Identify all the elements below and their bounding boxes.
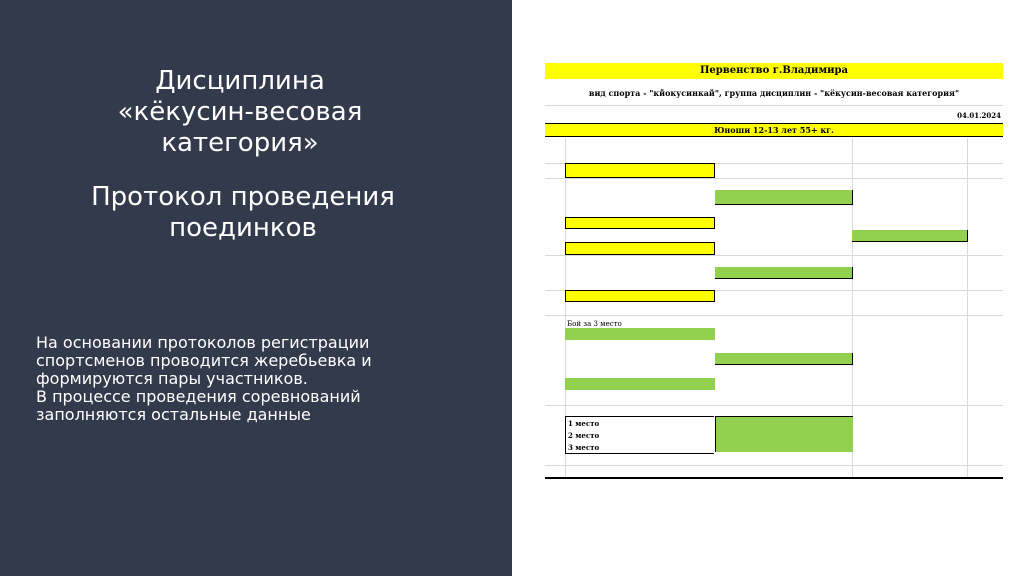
subtitle-line: поединков — [169, 213, 317, 243]
title-line: Дисциплина — [155, 66, 325, 96]
bracket-winner-slot — [715, 190, 853, 205]
title-line: категория» — [161, 128, 319, 158]
sport-line: вид спорта - "кйокусинкай", группа дисциплин - "кёкусин-весовая категория" — [588, 88, 960, 98]
grid-line — [967, 138, 968, 478]
protocol-date: 04.01.2024 — [957, 111, 1001, 120]
places-result-cells — [715, 416, 853, 452]
group-header: Юноши 12-13 лет 55+ кг. — [545, 123, 1003, 137]
body-line: спортсменов проводится жеребьевка и — [36, 351, 372, 370]
body-line: формируются пары участников. — [36, 369, 308, 388]
competition-header: Первенство г.Владимира — [545, 63, 1003, 79]
grid-line — [545, 405, 1003, 406]
bracket-slot — [565, 290, 715, 302]
slide-subtitle — [60, 182, 426, 244]
title-line: «кёкусин-весовая — [117, 97, 363, 127]
grid-line — [545, 178, 1003, 179]
grid-line — [545, 315, 1003, 316]
place-label: 1 место — [568, 419, 600, 428]
bracket-protocol-image — [545, 60, 1003, 482]
subtitle-line: Протокол проведения — [91, 182, 395, 212]
body-line: заполняются остальные данные — [36, 405, 311, 424]
bracket-slot — [565, 242, 715, 255]
table-bottom-border — [545, 477, 1003, 479]
body-line: В процессе проведения соревнований — [36, 387, 361, 406]
slide-title — [60, 66, 420, 159]
grid-line — [545, 255, 1003, 256]
grid-line — [545, 105, 1003, 106]
bracket-final-slot — [852, 230, 968, 242]
bracket-winner-slot — [715, 267, 853, 279]
place-label: 3 место — [568, 443, 600, 452]
third-place-label: Бой за 3 место — [567, 320, 622, 328]
third-place-winner-slot — [715, 353, 853, 365]
bracket-slot — [565, 163, 715, 178]
slide-body-text — [36, 334, 456, 424]
third-place-slot — [565, 328, 715, 340]
bracket-slot — [565, 217, 715, 229]
grid-line — [545, 465, 1003, 466]
place-label: 2 место — [568, 431, 600, 440]
third-place-slot — [565, 378, 715, 390]
body-line: На основании протоколов регистрации — [36, 333, 370, 352]
places-table — [565, 416, 714, 454]
